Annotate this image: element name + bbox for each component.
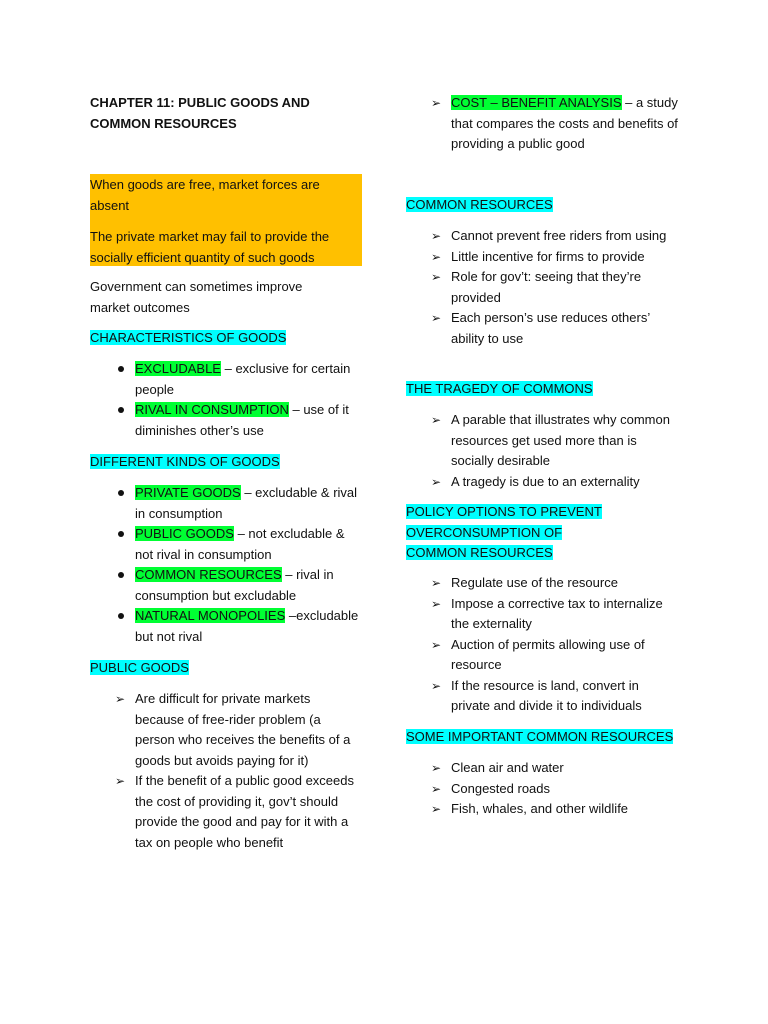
list-item (406, 594, 678, 635)
heading-text: DIFFERENT KINDS OF GOODS (90, 454, 280, 469)
arrow-bullet-icon: ➢ (431, 576, 442, 590)
section-heading-tragedy (406, 379, 678, 400)
gov-note: Government can sometimes improve market outcomes (90, 279, 303, 315)
bullet-dot-icon (118, 490, 124, 496)
list-item (406, 93, 678, 155)
chapter-title: CHAPTER 11: PUBLIC GOODS AND COMMON RESOURCES (90, 95, 310, 131)
arrow-bullet-icon: ➢ (431, 249, 442, 264)
term-description: –excludable but not rival (135, 608, 359, 644)
item-text: Each person’s use reduces others’ ability to use (451, 310, 650, 346)
item-text: Clean air and water (451, 760, 564, 775)
section-heading-policy (406, 502, 626, 564)
list-item (406, 758, 678, 779)
section-heading-important (406, 727, 678, 748)
cost-benefit-list (406, 93, 678, 155)
arrow-bullet-icon: ➢ (431, 311, 442, 325)
arrow-bullet-icon: ➢ (431, 781, 442, 796)
bullet-dot-icon (118, 572, 124, 578)
list-item (406, 799, 678, 820)
term-description: – excludable & rival in consumption (135, 485, 358, 521)
list-item (406, 410, 678, 472)
item-text: Congested roads (451, 780, 551, 796)
list-item (90, 483, 362, 524)
arrow-bullet-icon: ➢ (115, 692, 126, 706)
arrow-bullet-icon: ➢ (431, 637, 442, 652)
public-goods-list (90, 689, 362, 853)
heading-text: THE TRAGEDY OF COMMONS (406, 381, 593, 396)
key-points-box (90, 174, 362, 266)
term: COMMON RESOURCES (135, 567, 282, 582)
section-heading-public-goods (90, 658, 362, 679)
list-item (406, 267, 678, 308)
policy-list (406, 573, 678, 717)
heading-text: PUBLIC GOODS (90, 660, 189, 675)
heading-text: COMMON RESOURCES (406, 197, 553, 212)
term-description: – not excludable & not rival in consumption (135, 526, 345, 562)
bullet-dot-icon (118, 407, 124, 413)
term-description: – rival in consumption but excludable (135, 567, 334, 603)
common-resources-list (406, 226, 678, 349)
list-item (406, 676, 678, 717)
item-text: Fish, whales, and other wildlife (451, 801, 629, 816)
section-heading-characteristics (90, 328, 362, 349)
term: EXCLUDABLE (135, 361, 221, 376)
list-item (406, 308, 678, 349)
heading-text: CHARACTERISTICS OF GOODS (90, 330, 287, 345)
arrow-bullet-icon: ➢ (115, 774, 126, 788)
list-item (406, 779, 678, 800)
item-text: Impose a corrective tax to internalize the externality (451, 595, 663, 631)
bullet-dot-icon (118, 613, 124, 619)
arrow-bullet-icon: ➢ (431, 802, 442, 816)
term-description: – use of it diminishes other’s use (135, 402, 349, 438)
arrow-bullet-icon: ➢ (431, 596, 442, 611)
item-text: Are difficult for private markets because of free-rider problem (a person who receives the benefits of a goods but avoids paying for it) (135, 691, 351, 768)
term: RIVAL IN CONSUMPTION (135, 402, 289, 417)
list-item (90, 359, 362, 400)
list-item (406, 573, 678, 594)
list-item (406, 472, 678, 493)
item-text: If the benefit of a public good exceeds the cost of providing it, gov’t should provide the good and pay for it with a tax on people who benefit (135, 773, 354, 850)
item-text: A parable that illustrates why common resources get used more than is socially desirable (451, 412, 670, 468)
list-item (90, 606, 362, 647)
item-text: Auction of permits allowing use of resource (451, 636, 645, 672)
item-text: Little incentive for firms to provide (451, 248, 645, 264)
arrow-bullet-icon: ➢ (431, 413, 442, 427)
item-text: If the resource is land, convert in private and divide it to individuals (451, 677, 642, 713)
list-item (90, 524, 362, 565)
term: COST – BENEFIT ANALYSIS (451, 95, 622, 110)
heading-text: SOME IMPORTANT COMMON RESOURCES (406, 729, 674, 744)
tragedy-list (406, 410, 678, 492)
term: PUBLIC GOODS (135, 526, 234, 541)
item-text: Role for gov’t: seeing that they’re provided (451, 269, 642, 305)
arrow-bullet-icon: ➢ (431, 678, 442, 693)
arrow-bullet-icon: ➢ (431, 96, 442, 110)
kinds-list (90, 483, 362, 647)
term: NATURAL MONOPOLIES (135, 608, 286, 623)
list-item (406, 247, 678, 268)
list-item (90, 689, 362, 771)
heading-text: POLICY OPTIONS TO PREVENT OVERCONSUMPTION OF COMMON RESOURCES (406, 504, 602, 560)
arrow-bullet-icon: ➢ (431, 761, 442, 775)
item-text: A tragedy is due to an externality (451, 473, 640, 489)
key-point-2: The private market may fail to provide the socially efficient quantity of such goods (90, 229, 330, 265)
term-description: – a study that compares the costs and benefits of providing a public good (451, 95, 678, 151)
important-list (406, 758, 678, 820)
list-item (406, 635, 678, 676)
list-item (90, 771, 362, 853)
arrow-bullet-icon: ➢ (431, 270, 442, 284)
item-text: Regulate use of the resource (451, 575, 618, 590)
list-item (90, 400, 362, 441)
list-item (406, 226, 678, 247)
bullet-dot-icon (118, 366, 124, 372)
item-text: Cannot prevent free riders from using (451, 228, 667, 243)
list-item (90, 565, 362, 606)
arrow-bullet-icon: ➢ (431, 474, 442, 489)
section-heading-kinds (90, 452, 362, 473)
arrow-bullet-icon: ➢ (431, 229, 442, 243)
term: PRIVATE GOODS (135, 485, 241, 500)
key-point-1: When goods are free, market forces are absent (90, 177, 320, 213)
section-heading-common-resources (406, 195, 678, 216)
characteristics-list (90, 359, 362, 441)
bullet-dot-icon (118, 531, 124, 537)
term-description: – exclusive for certain people (135, 361, 351, 397)
